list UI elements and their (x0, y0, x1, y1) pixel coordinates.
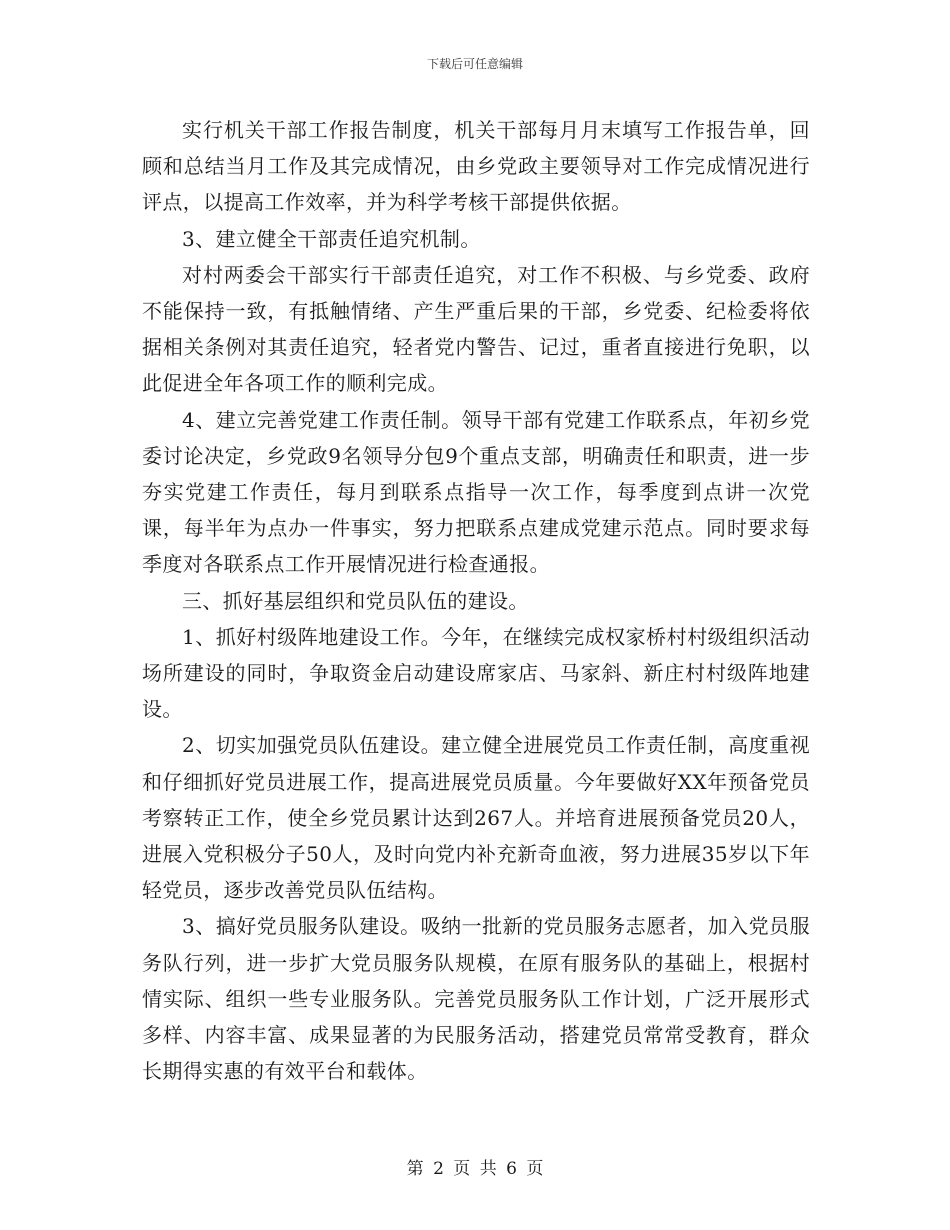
paragraph-village-venue-construction: 1、抓好村级阵地建设工作。今年，在继续完成权家桥村村级组织活动场所建设的同时，争取资金启动建设席家店、马家斜、新庄村村级阵地建设。 (142, 624, 810, 722)
heading-grassroots-organization: 三、抓好基层组织和党员队伍的建设。 (182, 588, 529, 613)
paragraph-service-team: 3、搞好党员服务队建设。吸纳一批新的党员服务志愿者，加入党员服务队行列，进一步扩大党员服务队规模，在原有服务队的基础上，根据村情实际、组织一些专业服务队。完善党员服务队工作计划，广泛开展形式多样、内容丰富、成果显著的为民服务活动，搭建党员常常受教育，群众长期得实惠的有效平台和载体。 (142, 914, 810, 1084)
paragraph-accountability: 对村两委会干部实行干部责任追究，对工作不积极、与乡党委、政府不能保持一致，有抵触情绪、产生严重后果的干部，乡党委、纪检委将依据相关条例对其责任追究，轻者党内警告、记过，重者直接进行免职，以此促进全年各项工作的顺利完成。 (142, 262, 810, 396)
paragraph-party-member-team: 2、切实加强党员队伍建设。建立健全进展党员工作责任制，高度重视和仔细抓好党员进展工作，提高进展党员质量。今年要做好XX年预备党员考察转正工作，使全乡党员累计达到267人。并培育进展预备党员20人，进展入党积极分子50人，及时向党内补充新奇血液，努力进展35岁以下年轻党员，逐步改善党员队伍结构。 (142, 733, 810, 903)
page-number-footer: 第 2 页 共 6 页 (406, 1159, 544, 1179)
paragraph-work-report-system: 实行机关干部工作报告制度，机关干部每月月末填写工作报告单，回顾和总结当月工作及其完成情况，由乡党政主要领导对工作完成情况进行评点，以提高工作效率，并为科学考核干部提供依据。 (142, 118, 810, 215)
page-header: 下载后可任意编辑 (426, 57, 523, 71)
document-body (142, 112, 810, 1089)
heading-accountability-mechanism: 3、建立健全干部责任追究机制。 (182, 226, 481, 251)
paragraph-party-building-responsibility: 4、建立完善党建工作责任制。领导干部有党建工作联系点，年初乡党委讨论决定，乡党政9名领导分包9个重点支部，明确责任和职责，进一步夯实党建工作责任，每月到联系点指导一次工作，每季度到点讲一次党课，每半年为点办一件事实，努力把联系点建成党建示范点。同时要求每季度对各联系点工作开展情况进行检查通报。 (142, 407, 810, 577)
